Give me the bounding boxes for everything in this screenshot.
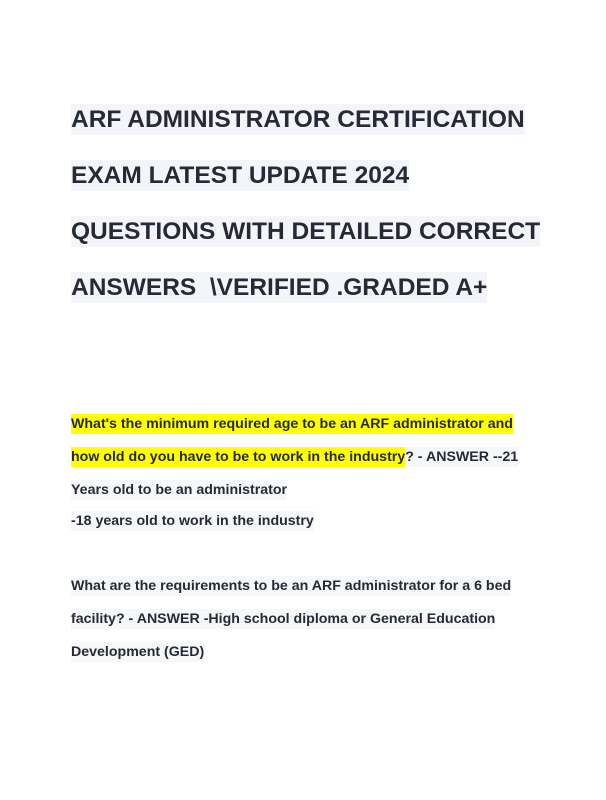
qa1-line-4	[71, 510, 541, 532]
answer-text: Development (GED)	[71, 644, 205, 660]
title-line-1	[71, 102, 551, 158]
qa1-line-1	[71, 413, 541, 435]
qa1-line-2	[71, 446, 541, 468]
qa-item-2	[71, 575, 541, 663]
title-line-4	[71, 270, 551, 326]
qa2-line-1	[71, 575, 541, 597]
qa-item-1	[71, 413, 541, 532]
title-line-2	[71, 158, 551, 214]
highlighted-question-text: What's the minimum required age to be an ARF administrator and	[71, 416, 513, 432]
title-line-1-text: ARF ADMINISTRATOR CERTIFICATION	[71, 106, 525, 133]
answer-text: Years old to be an administrator	[71, 482, 288, 498]
question-answer-text: facility? - ANSWER -High school diploma or General Education	[71, 611, 496, 627]
document-title	[71, 102, 551, 326]
title-line-2-text: EXAM LATEST UPDATE 2024	[71, 162, 410, 189]
title-line-4-text: ANSWERS \VERIFIED .GRADED A+	[71, 274, 488, 301]
title-line-3-text: QUESTIONS WITH DETAILED CORRECT	[71, 218, 541, 245]
qa2-line-2	[71, 608, 541, 630]
qa1-line-3	[71, 479, 541, 501]
highlighted-question-text: how old do you have to be to work in the industry	[71, 449, 406, 465]
qa2-line-3	[71, 641, 541, 663]
answer-text: -18 years old to work in the industry	[71, 513, 314, 529]
answer-label: ? - ANSWER --21	[405, 449, 519, 465]
question-text: What are the requirements to be an ARF administrator for a 6 bed	[71, 578, 512, 594]
title-line-3	[71, 214, 551, 270]
